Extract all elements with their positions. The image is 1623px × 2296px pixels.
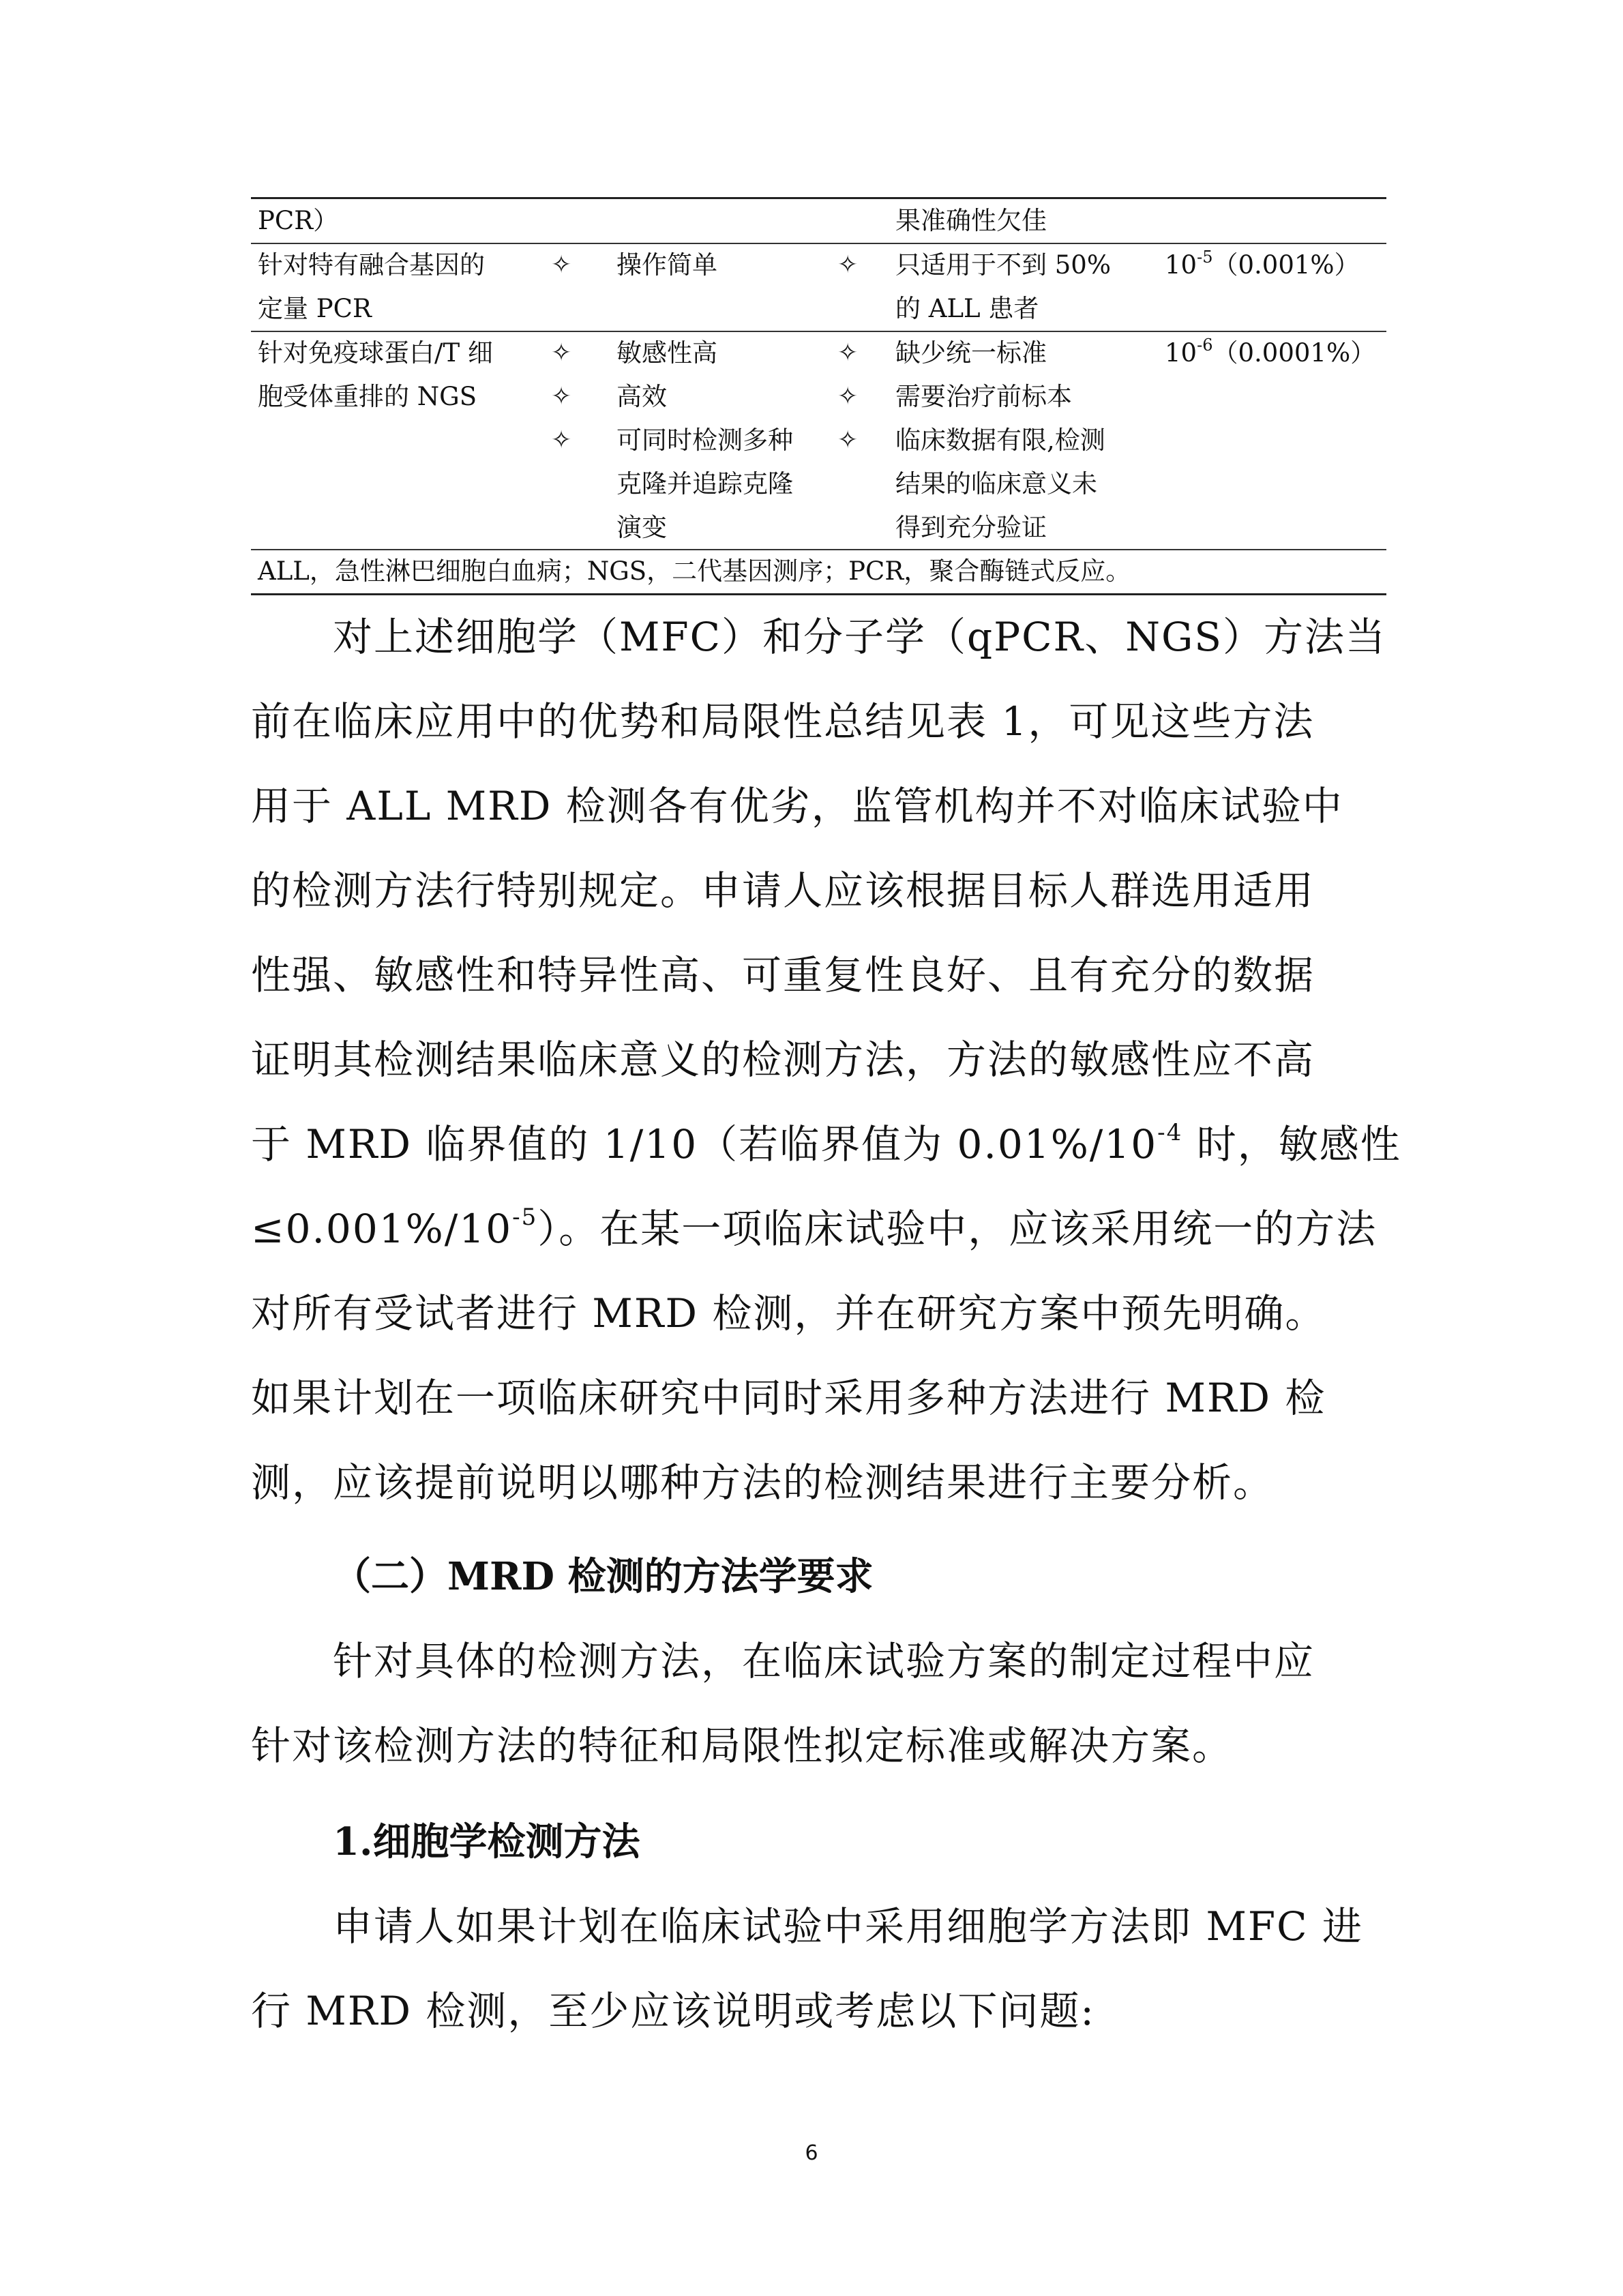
text-run: ≤0.001%/10 [251,1206,513,1252]
advantage-cell: 演变 [616,513,667,542]
advantage-cell: 可同时检测多种 [616,426,793,455]
text-line: 对所有受试者进行 MRD 检测，并在研究方案中预先明确。 [251,1290,1326,1337]
advantage-cell: 操作简单 [616,250,717,280]
sensitivity-exponent: -6 [1197,336,1213,355]
bullet-icon: ✧ [837,383,859,411]
text-line: 性强、敏感性和特异性高、可重复性良好、且有充分的数据 [251,952,1315,998]
bullet-icon: ✧ [551,339,572,367]
bullet-icon: ✧ [837,251,859,279]
subsection-heading: 1.细胞学检测方法 [333,1819,640,1864]
sensitivity-base: 10 [1165,250,1197,280]
superscript: -5 [512,1204,538,1231]
page-number: 6 [805,2141,818,2165]
limitation-cell: 结果的临床意义未 [895,469,1097,498]
method-cell: 针对特有融合基因的 [258,250,485,280]
text-run: 于 MRD 临界值的 1/10（若临界值为 0.01%/10 [251,1121,1158,1167]
limitation-cell: 临床数据有限,检测 [895,426,1105,455]
advantage-cell: 克隆并追踪克隆 [616,469,793,498]
bullet-icon: ✧ [837,426,859,454]
text-run: 时，敏感性 [1182,1121,1401,1167]
superscript: -4 [1157,1119,1183,1146]
bullet-icon: ✧ [551,251,572,279]
text-line: 针对该检测方法的特征和局限性拟定标准或解决方案。 [251,1723,1234,1769]
method-cell: 胞受体重排的 NGS [258,382,477,411]
text-line: 测，应该提前说明以哪种方法的检测结果进行主要分析。 [251,1459,1275,1506]
sensitivity-cell [1165,331,1375,378]
text-run: ）。在某一项临床试验中，应该采用统一的方法 [537,1206,1378,1252]
text-line: 针对具体的检测方法，在临床试验方案的制定过程中应 [333,1638,1315,1684]
advantage-cell: 高效 [616,382,667,411]
sensitivity-percent: （0.001%） [1212,250,1360,280]
advantage-cell: 敏感性高 [616,338,717,368]
body-paragraph [251,1884,1386,2053]
text-line: 用于 ALL MRD 检测各有优劣，监管机构并不对临床试验中 [251,783,1343,829]
limitation-cell: 只适用于不到 50% [895,250,1111,280]
bullet-icon: ✧ [837,339,859,367]
bullet-icon: ✧ [551,426,572,454]
body-paragraph [251,1619,1386,1788]
text-line [251,1102,1401,1187]
sensitivity-base: 10 [1165,338,1197,368]
text-line [251,1187,1386,1271]
text-line: 前在临床应用中的优势和局限性总结见表 1，可见这些方法 [251,698,1315,745]
methods-table [251,197,1386,595]
limitation-cell: 得到充分验证 [895,513,1047,542]
sensitivity-exponent: -5 [1197,248,1213,267]
text-line: 的检测方法行特别规定。申请人应该根据目标人群选用适用 [251,867,1315,914]
method-cell: 针对免疫球蛋白/T 细 [258,338,493,368]
limitation-cell: 缺少统一标准 [895,338,1047,368]
sensitivity-percent: （0.0001%） [1212,338,1376,368]
text-line: 申请人如果计划在临床试验中采用细胞学方法即 MFC 进 [333,1903,1363,1950]
method-cell: 定量 PCR [258,294,372,323]
text-line: 行 MRD 检测，至少应该说明或考虑以下问题: [251,1988,1095,2034]
section-heading: （二）MRD 检测的方法学要求 [333,1554,874,1599]
text-line: 如果计划在一项临床研究中同时采用多种方法进行 MRD 检 [251,1375,1326,1421]
limitation-cell: 的 ALL 患者 [895,294,1039,323]
text-line: 对上述细胞学（MFC）和分子学（qPCR、NGS）方法当 [333,614,1387,660]
method-cell: PCR） [258,206,339,235]
text-line: 证明其检测结果临床意义的检测方法，方法的敏感性应不高 [251,1037,1315,1083]
sensitivity-cell [1165,243,1360,290]
limitation-cell: 果准确性欠佳 [895,206,1047,235]
bullet-icon: ✧ [551,383,572,411]
table-footnote: ALL，急性淋巴细胞白血病；NGS，二代基因测序；PCR，聚合酶链式反应。 [258,556,1131,586]
body-paragraph [251,595,1401,1525]
limitation-cell: 需要治疗前标本 [895,382,1072,411]
